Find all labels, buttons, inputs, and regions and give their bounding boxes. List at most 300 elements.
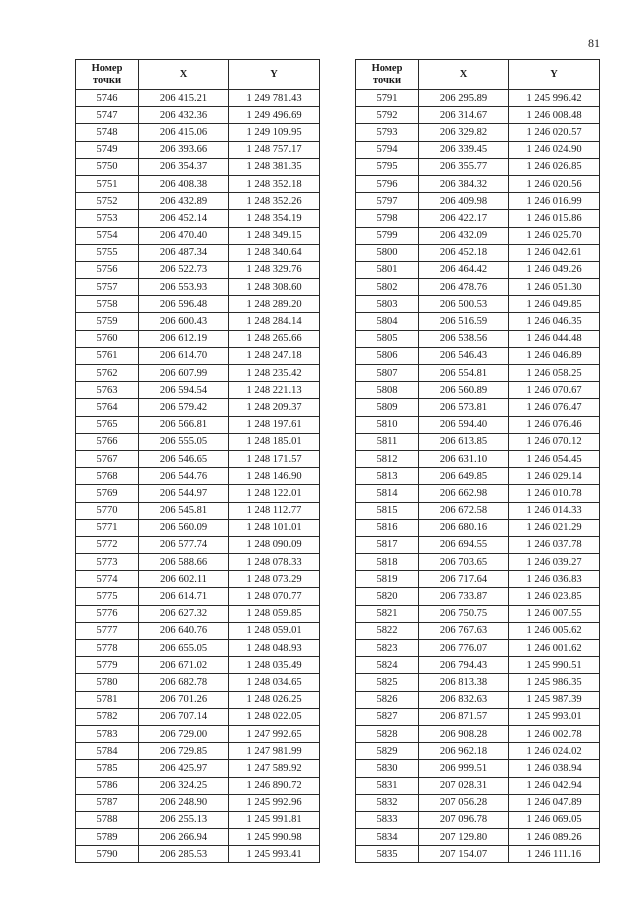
cell-y: 1 248 289.20	[229, 296, 320, 313]
table-row	[76, 382, 320, 399]
cell-y: 1 246 026.85	[509, 158, 600, 175]
table-row	[356, 777, 600, 794]
table-row	[76, 330, 320, 347]
header-y: Y	[229, 60, 320, 90]
table-row	[76, 261, 320, 278]
table-row	[356, 622, 600, 639]
cell-point-number: 5824	[356, 657, 419, 674]
table-row	[76, 519, 320, 536]
cell-x: 207 154.07	[419, 846, 509, 863]
cell-point-number: 5747	[76, 107, 139, 124]
cell-point-number: 5803	[356, 296, 419, 313]
cell-y: 1 248 185.01	[229, 433, 320, 450]
cell-x: 206 596.48	[139, 296, 229, 313]
cell-point-number: 5764	[76, 399, 139, 416]
cell-y: 1 246 020.57	[509, 124, 600, 141]
cell-point-number: 5809	[356, 399, 419, 416]
cell-y: 1 248 026.25	[229, 691, 320, 708]
cell-y: 1 246 023.85	[509, 588, 600, 605]
cell-point-number: 5768	[76, 468, 139, 485]
cell-x: 206 594.40	[419, 416, 509, 433]
cell-x: 206 707.14	[139, 708, 229, 725]
cell-point-number: 5790	[76, 846, 139, 863]
cell-point-number: 5823	[356, 640, 419, 657]
cell-point-number: 5799	[356, 227, 419, 244]
cell-point-number: 5805	[356, 330, 419, 347]
cell-x: 206 614.70	[139, 347, 229, 364]
cell-y: 1 249 781.43	[229, 90, 320, 107]
cell-x: 206 560.89	[419, 382, 509, 399]
cell-point-number: 5763	[76, 382, 139, 399]
cell-y: 1 246 046.35	[509, 313, 600, 330]
cell-x: 206 776.07	[419, 640, 509, 657]
cell-x: 206 908.28	[419, 725, 509, 742]
cell-point-number: 5787	[76, 794, 139, 811]
cell-y: 1 248 059.01	[229, 622, 320, 639]
cell-y: 1 248 090.09	[229, 536, 320, 553]
table-row	[356, 708, 600, 725]
cell-y: 1 248 284.14	[229, 313, 320, 330]
table-row	[76, 571, 320, 588]
cell-x: 207 028.31	[419, 777, 509, 794]
table-row	[76, 657, 320, 674]
cell-point-number: 5774	[76, 571, 139, 588]
cell-y: 1 246 039.27	[509, 554, 600, 571]
cell-x: 206 717.64	[419, 571, 509, 588]
cell-x: 206 767.63	[419, 622, 509, 639]
header-x: X	[139, 60, 229, 90]
header-y: Y	[509, 60, 600, 90]
cell-point-number: 5782	[76, 708, 139, 725]
cell-x: 206 546.43	[419, 347, 509, 364]
cell-x: 206 452.14	[139, 210, 229, 227]
cell-y: 1 248 209.37	[229, 399, 320, 416]
cell-y: 1 246 070.12	[509, 433, 600, 450]
cell-point-number: 5810	[356, 416, 419, 433]
cell-y: 1 245 993.01	[509, 708, 600, 725]
cell-y: 1 246 049.85	[509, 296, 600, 313]
cell-y: 1 246 025.70	[509, 227, 600, 244]
cell-point-number: 5748	[76, 124, 139, 141]
cell-x: 206 415.21	[139, 90, 229, 107]
cell-x: 206 470.40	[139, 227, 229, 244]
cell-y: 1 248 247.18	[229, 347, 320, 364]
table-row	[76, 279, 320, 296]
table-row	[76, 313, 320, 330]
table-row	[356, 107, 600, 124]
cell-y: 1 248 329.76	[229, 261, 320, 278]
cell-x: 206 594.54	[139, 382, 229, 399]
cell-point-number: 5773	[76, 554, 139, 571]
cell-y: 1 248 757.17	[229, 141, 320, 158]
cell-point-number: 5796	[356, 175, 419, 192]
cell-y: 1 248 034.65	[229, 674, 320, 691]
cell-y: 1 246 014.33	[509, 502, 600, 519]
cell-y: 1 245 993.41	[229, 846, 320, 863]
table-row	[76, 399, 320, 416]
table-row	[76, 227, 320, 244]
cell-x: 206 649.85	[419, 468, 509, 485]
cell-y: 1 246 010.78	[509, 485, 600, 502]
cell-point-number: 5765	[76, 416, 139, 433]
table-row	[76, 485, 320, 502]
cell-y: 1 246 042.61	[509, 244, 600, 261]
table-row	[356, 502, 600, 519]
cell-x: 206 655.05	[139, 640, 229, 657]
cell-x: 206 832.63	[419, 691, 509, 708]
table-row	[356, 382, 600, 399]
cell-point-number: 5786	[76, 777, 139, 794]
cell-y: 1 246 089.26	[509, 829, 600, 846]
cell-point-number: 5813	[356, 468, 419, 485]
cell-x: 206 553.93	[139, 279, 229, 296]
cell-point-number: 5818	[356, 554, 419, 571]
table-row	[76, 536, 320, 553]
cell-x: 206 554.81	[419, 365, 509, 382]
cell-x: 206 248.90	[139, 794, 229, 811]
cell-point-number: 5828	[356, 725, 419, 742]
cell-point-number: 5826	[356, 691, 419, 708]
cell-y: 1 248 101.01	[229, 519, 320, 536]
table-row	[356, 296, 600, 313]
table-row	[356, 519, 600, 536]
cell-x: 206 999.51	[419, 760, 509, 777]
cell-point-number: 5779	[76, 657, 139, 674]
cell-x: 206 408.38	[139, 175, 229, 192]
cell-y: 1 248 059.85	[229, 605, 320, 622]
table-row	[356, 536, 600, 553]
table-row	[76, 725, 320, 742]
cell-x: 206 324.25	[139, 777, 229, 794]
cell-y: 1 248 340.64	[229, 244, 320, 261]
cell-point-number: 5766	[76, 433, 139, 450]
table-row	[76, 811, 320, 828]
cell-y: 1 248 265.66	[229, 330, 320, 347]
cell-y: 1 246 020.56	[509, 175, 600, 192]
table-row	[356, 90, 600, 107]
cell-x: 206 602.11	[139, 571, 229, 588]
table-row	[76, 347, 320, 364]
table-row	[76, 846, 320, 863]
table-row	[76, 640, 320, 657]
cell-point-number: 5792	[356, 107, 419, 124]
cell-point-number: 5808	[356, 382, 419, 399]
cell-x: 206 415.06	[139, 124, 229, 141]
cell-point-number: 5772	[76, 536, 139, 553]
table-row	[76, 794, 320, 811]
cell-y: 1 248 070.77	[229, 588, 320, 605]
cell-point-number: 5817	[356, 536, 419, 553]
cell-x: 206 729.85	[139, 743, 229, 760]
cell-y: 1 248 022.05	[229, 708, 320, 725]
cell-point-number: 5746	[76, 90, 139, 107]
cell-x: 206 432.09	[419, 227, 509, 244]
cell-y: 1 249 496.69	[229, 107, 320, 124]
table-row	[76, 107, 320, 124]
table-row	[356, 640, 600, 657]
cell-y: 1 246 051.30	[509, 279, 600, 296]
cell-x: 206 555.05	[139, 433, 229, 450]
cell-x: 206 588.66	[139, 554, 229, 571]
cell-point-number: 5827	[356, 708, 419, 725]
cell-y: 1 246 024.02	[509, 743, 600, 760]
cell-y: 1 245 987.39	[509, 691, 600, 708]
cell-point-number: 5832	[356, 794, 419, 811]
cell-x: 206 703.65	[419, 554, 509, 571]
cell-x: 206 672.58	[419, 502, 509, 519]
table-row	[356, 141, 600, 158]
cell-x: 206 295.89	[419, 90, 509, 107]
cell-point-number: 5775	[76, 588, 139, 605]
table-row	[356, 468, 600, 485]
cell-y: 1 245 996.42	[509, 90, 600, 107]
cell-point-number: 5755	[76, 244, 139, 261]
cell-x: 206 384.32	[419, 175, 509, 192]
cell-point-number: 5793	[356, 124, 419, 141]
cell-y: 1 246 001.62	[509, 640, 600, 657]
table-row	[356, 399, 600, 416]
cell-x: 206 560.09	[139, 519, 229, 536]
cell-point-number: 5812	[356, 450, 419, 467]
cell-point-number: 5781	[76, 691, 139, 708]
table-row	[76, 708, 320, 725]
header-point-number: Номер точки	[356, 60, 419, 90]
table-row	[76, 158, 320, 175]
table-row	[356, 657, 600, 674]
cell-point-number: 5802	[356, 279, 419, 296]
cell-y: 1 247 981.99	[229, 743, 320, 760]
table-row	[356, 193, 600, 210]
cell-x: 206 432.89	[139, 193, 229, 210]
cell-x: 207 129.80	[419, 829, 509, 846]
cell-y: 1 246 111.16	[509, 846, 600, 863]
table-row	[356, 227, 600, 244]
table-row	[356, 244, 600, 261]
cell-point-number: 5831	[356, 777, 419, 794]
cell-x: 206 545.81	[139, 502, 229, 519]
table-row	[76, 502, 320, 519]
cell-point-number: 5815	[356, 502, 419, 519]
cell-point-number: 5754	[76, 227, 139, 244]
table-row	[76, 605, 320, 622]
header-x: X	[419, 60, 509, 90]
table-row	[356, 365, 600, 382]
table-row	[356, 124, 600, 141]
cell-point-number: 5761	[76, 347, 139, 364]
cell-point-number: 5750	[76, 158, 139, 175]
table-row	[356, 571, 600, 588]
table-row	[76, 175, 320, 192]
cell-x: 206 577.74	[139, 536, 229, 553]
cell-point-number: 5806	[356, 347, 419, 364]
cell-point-number: 5769	[76, 485, 139, 502]
cell-x: 206 329.82	[419, 124, 509, 141]
cell-x: 206 422.17	[419, 210, 509, 227]
cell-y: 1 245 990.51	[509, 657, 600, 674]
cell-point-number: 5835	[356, 846, 419, 863]
cell-x: 206 339.45	[419, 141, 509, 158]
table-row	[356, 605, 600, 622]
cell-x: 206 546.65	[139, 450, 229, 467]
table-row	[76, 416, 320, 433]
cell-y: 1 246 016.99	[509, 193, 600, 210]
cell-y: 1 246 015.86	[509, 210, 600, 227]
cell-point-number: 5834	[356, 829, 419, 846]
cell-y: 1 246 058.25	[509, 365, 600, 382]
table-row	[76, 210, 320, 227]
cell-y: 1 245 990.98	[229, 829, 320, 846]
table-row	[76, 90, 320, 107]
cell-point-number: 5789	[76, 829, 139, 846]
table-row	[76, 450, 320, 467]
cell-y: 1 248 349.15	[229, 227, 320, 244]
table-row	[356, 279, 600, 296]
cell-x: 206 631.10	[419, 450, 509, 467]
table-row	[76, 468, 320, 485]
cell-point-number: 5830	[356, 760, 419, 777]
cell-y: 1 246 036.83	[509, 571, 600, 588]
header-point-number: Номер точки	[76, 60, 139, 90]
table-row	[76, 141, 320, 158]
cell-x: 206 607.99	[139, 365, 229, 382]
cell-x: 206 694.55	[419, 536, 509, 553]
cell-point-number: 5749	[76, 141, 139, 158]
cell-point-number: 5797	[356, 193, 419, 210]
table-row	[356, 347, 600, 364]
cell-point-number: 5804	[356, 313, 419, 330]
cell-y: 1 248 146.90	[229, 468, 320, 485]
cell-x: 206 680.16	[419, 519, 509, 536]
cell-x: 206 613.85	[419, 433, 509, 450]
page-number: 81	[588, 36, 600, 50]
table-row	[356, 433, 600, 450]
table-row	[76, 777, 320, 794]
cell-y: 1 246 890.72	[229, 777, 320, 794]
table-row	[76, 554, 320, 571]
cell-y: 1 246 076.47	[509, 399, 600, 416]
table-row	[356, 725, 600, 742]
cell-y: 1 246 076.46	[509, 416, 600, 433]
cell-x: 206 682.78	[139, 674, 229, 691]
cell-point-number: 5816	[356, 519, 419, 536]
table-row	[356, 313, 600, 330]
table-row	[356, 330, 600, 347]
table-row	[356, 158, 600, 175]
cell-x: 206 640.76	[139, 622, 229, 639]
table-row	[76, 760, 320, 777]
cell-y: 1 248 112.77	[229, 502, 320, 519]
cell-y: 1 248 035.49	[229, 657, 320, 674]
cell-y: 1 246 054.45	[509, 450, 600, 467]
table-row	[356, 794, 600, 811]
cell-x: 206 614.71	[139, 588, 229, 605]
cell-y: 1 246 007.55	[509, 605, 600, 622]
cell-y: 1 246 002.78	[509, 725, 600, 742]
cell-y: 1 248 235.42	[229, 365, 320, 382]
cell-point-number: 5814	[356, 485, 419, 502]
cell-y: 1 246 049.26	[509, 261, 600, 278]
cell-point-number: 5795	[356, 158, 419, 175]
cell-y: 1 248 221.13	[229, 382, 320, 399]
cell-y: 1 248 078.33	[229, 554, 320, 571]
table-row	[76, 588, 320, 605]
cell-x: 206 285.53	[139, 846, 229, 863]
cell-point-number: 5759	[76, 313, 139, 330]
coordinates-table-right	[355, 59, 600, 863]
cell-x: 206 314.67	[419, 107, 509, 124]
cell-point-number: 5801	[356, 261, 419, 278]
table-row	[76, 244, 320, 261]
cell-y: 1 249 109.95	[229, 124, 320, 141]
cell-x: 206 409.98	[419, 193, 509, 210]
cell-y: 1 246 069.05	[509, 811, 600, 828]
cell-point-number: 5798	[356, 210, 419, 227]
cell-point-number: 5794	[356, 141, 419, 158]
cell-point-number: 5833	[356, 811, 419, 828]
cell-point-number: 5791	[356, 90, 419, 107]
cell-point-number: 5758	[76, 296, 139, 313]
table-row	[76, 691, 320, 708]
cell-point-number: 5762	[76, 365, 139, 382]
cell-x: 206 393.66	[139, 141, 229, 158]
cell-y: 1 248 122.01	[229, 485, 320, 502]
table-row	[356, 674, 600, 691]
table-row	[356, 416, 600, 433]
table-row	[76, 743, 320, 760]
cell-point-number: 5756	[76, 261, 139, 278]
cell-point-number: 5785	[76, 760, 139, 777]
cell-point-number: 5777	[76, 622, 139, 639]
cell-y: 1 248 171.57	[229, 450, 320, 467]
cell-x: 206 579.42	[139, 399, 229, 416]
cell-y: 1 246 005.62	[509, 622, 600, 639]
cell-x: 206 538.56	[419, 330, 509, 347]
cell-y: 1 248 073.29	[229, 571, 320, 588]
cell-y: 1 245 986.35	[509, 674, 600, 691]
table-row	[356, 588, 600, 605]
table-row	[76, 622, 320, 639]
cell-x: 206 871.57	[419, 708, 509, 725]
cell-y: 1 246 046.89	[509, 347, 600, 364]
cell-x: 206 266.94	[139, 829, 229, 846]
cell-y: 1 248 352.18	[229, 175, 320, 192]
coordinates-table-left	[75, 59, 320, 863]
table-row	[356, 261, 600, 278]
cell-y: 1 246 021.29	[509, 519, 600, 536]
cell-point-number: 5819	[356, 571, 419, 588]
table-row	[356, 210, 600, 227]
cell-point-number: 5800	[356, 244, 419, 261]
cell-x: 206 566.81	[139, 416, 229, 433]
cell-point-number: 5776	[76, 605, 139, 622]
table-row	[356, 450, 600, 467]
table-row	[356, 691, 600, 708]
cell-x: 206 425.97	[139, 760, 229, 777]
cell-point-number: 5807	[356, 365, 419, 382]
cell-point-number: 5820	[356, 588, 419, 605]
cell-point-number: 5829	[356, 743, 419, 760]
cell-y: 1 248 048.93	[229, 640, 320, 657]
cell-x: 206 516.59	[419, 313, 509, 330]
cell-x: 206 701.26	[139, 691, 229, 708]
table-row	[356, 846, 600, 863]
cell-y: 1 246 042.94	[509, 777, 600, 794]
cell-point-number: 5760	[76, 330, 139, 347]
cell-point-number: 5751	[76, 175, 139, 192]
cell-y: 1 246 029.14	[509, 468, 600, 485]
cell-x: 206 500.53	[419, 296, 509, 313]
table-row	[76, 829, 320, 846]
